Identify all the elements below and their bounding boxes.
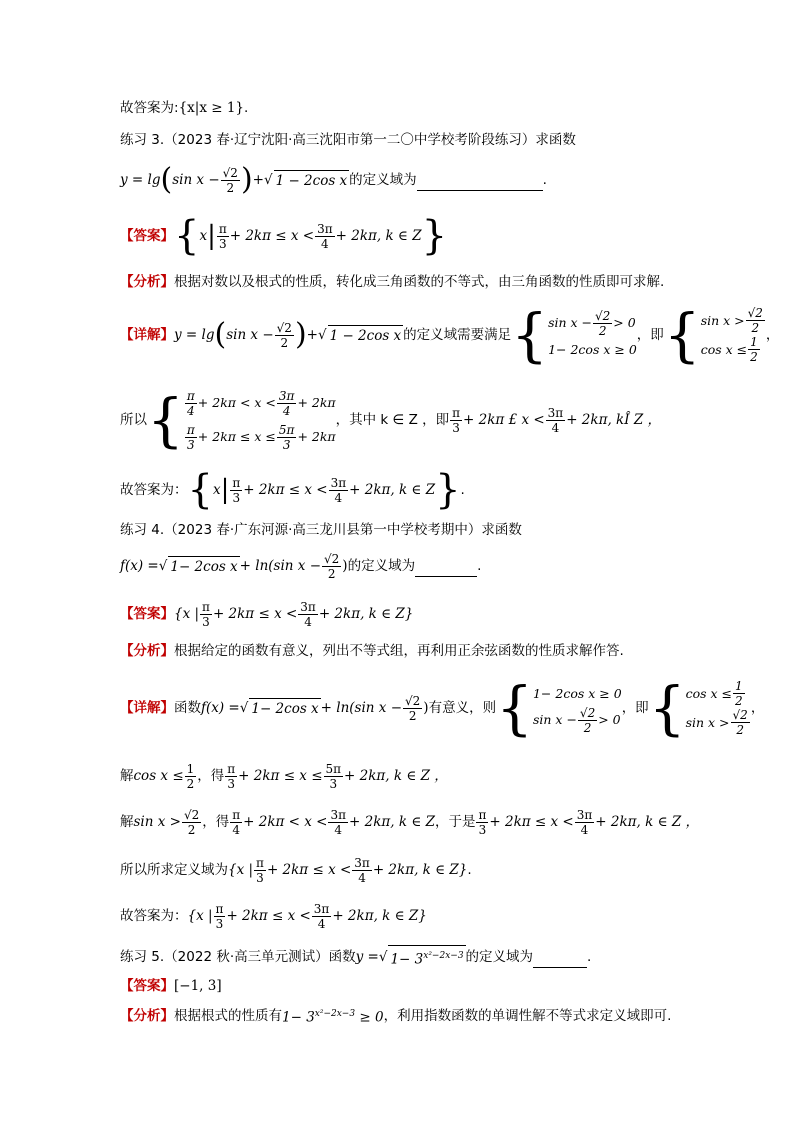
denominator: 2 bbox=[736, 723, 744, 737]
analysis-text: 根据给定的函数有意义，列出不等式组，再利用正余弦函数的性质求解作答. bbox=[174, 643, 624, 659]
sqrt-icon: √ bbox=[378, 949, 388, 966]
numerator: π bbox=[218, 221, 227, 236]
row-text: sin x > bbox=[685, 714, 730, 730]
sqrt-icon: √ bbox=[239, 700, 249, 716]
row-text: cos x ≤ bbox=[685, 685, 733, 701]
answer-tag: 【答案】 bbox=[120, 606, 174, 622]
fraction-sqrt2-over-2 bbox=[731, 708, 750, 737]
numerator: √2 bbox=[324, 551, 340, 566]
sqrt-content: 1− 2cos x bbox=[249, 698, 320, 719]
sqrt-icon: √ bbox=[263, 172, 273, 188]
row-text: sin x > bbox=[700, 312, 745, 328]
row-text: cos x ≤ bbox=[700, 341, 748, 357]
function-word: 函数 bbox=[174, 700, 201, 716]
numerator: 5π bbox=[278, 422, 295, 437]
numerator: 3π bbox=[576, 807, 593, 822]
system-brace: { bbox=[147, 386, 184, 454]
denominator: 2 bbox=[187, 822, 196, 837]
fraction-5pi-over-3 bbox=[277, 423, 297, 452]
inequality-tail: + 2kπ, k ∈ Z bbox=[349, 482, 436, 498]
denominator: 2 bbox=[408, 708, 417, 723]
connector: ，即 bbox=[636, 327, 664, 343]
inequality-tail: + 2kπ, k ∈ Z} bbox=[372, 862, 468, 878]
var-x: x bbox=[199, 228, 208, 244]
fraction-3pi-over-4 bbox=[352, 856, 372, 885]
analysis-tag: 【分析】 bbox=[120, 1007, 174, 1024]
fraction-3pi-over-4 bbox=[329, 476, 349, 505]
inequality: + 2kπ £ x < bbox=[463, 412, 545, 428]
denominator: 2 bbox=[186, 776, 195, 791]
inequality: + 2kπ ≤ x < bbox=[266, 862, 352, 878]
fraction-sqrt2-over-2 bbox=[182, 808, 201, 837]
denominator: 4 bbox=[317, 916, 326, 931]
fraction-pi-over-3 bbox=[476, 808, 488, 837]
answer-blank bbox=[415, 556, 477, 577]
exercise-3-answer bbox=[120, 214, 447, 258]
answer-set: {x|x ≥ 1} bbox=[178, 100, 244, 116]
inequality: + 2kπ ≤ x ≤ bbox=[238, 768, 323, 784]
plus: + bbox=[306, 327, 318, 343]
fraction-sqrt2-over-2 bbox=[403, 694, 422, 723]
row-text: + 2kπ < x < bbox=[197, 395, 276, 410]
denominator: 2 bbox=[735, 694, 743, 708]
denominator: 3 bbox=[232, 490, 241, 505]
system-row bbox=[686, 708, 751, 737]
row-tail: + 2kπ bbox=[297, 395, 336, 410]
fraction-1-over-2 bbox=[733, 679, 745, 708]
system-row: 1− 2cos x ≥ 0 bbox=[532, 685, 622, 701]
row-tail: > 0 bbox=[598, 712, 621, 727]
denominator: 3 bbox=[227, 776, 236, 791]
where-text: ，其中 k ∈ Z ，即 bbox=[335, 412, 450, 428]
numerator: 3π bbox=[547, 405, 564, 420]
comma: ， bbox=[750, 700, 765, 716]
var-x: x bbox=[212, 482, 221, 498]
inequality-system-4 bbox=[533, 682, 622, 735]
fraction-pi-over-3 bbox=[217, 222, 229, 251]
fraction-3pi-over-4 bbox=[312, 902, 332, 931]
inequality-system-5 bbox=[686, 679, 751, 737]
inequality-tail: + 2kπ, k ∈ Z} bbox=[318, 606, 414, 622]
exercise-3-title: 练习 3.（2023 春·辽宁沈阳·高三沈阳市第一二〇中学校考阶段练习）求函数 bbox=[120, 132, 576, 148]
expr-base: 1− 3 bbox=[282, 1009, 315, 1026]
denominator: 4 bbox=[232, 822, 240, 837]
detail-tag: 【详解】 bbox=[120, 700, 174, 716]
therefore-text: 所以所求定义域为 bbox=[120, 862, 228, 878]
set-open: {x | bbox=[228, 862, 254, 878]
period: . bbox=[542, 172, 547, 188]
denominator: 4 bbox=[187, 403, 195, 418]
numerator: 1 bbox=[750, 335, 758, 349]
sqrt-content: 1 − 2cos x bbox=[328, 325, 404, 346]
sin-inequality: sin x > bbox=[133, 814, 181, 830]
numerator: π bbox=[256, 855, 264, 870]
analysis-text: 根据根式的性质有 bbox=[174, 1007, 282, 1024]
fraction-1-over-2 bbox=[748, 335, 760, 364]
period: . bbox=[467, 862, 472, 878]
domain-text: 的定义域为 bbox=[465, 949, 534, 966]
denominator: 3 bbox=[452, 420, 460, 435]
fraction-pi-over-3 bbox=[450, 406, 462, 435]
numerator: 3π bbox=[300, 599, 316, 614]
cos-inequality: cos x ≤ bbox=[133, 768, 184, 784]
ln-term: + ln(sin x − bbox=[320, 700, 403, 716]
inequality: + 2kπ < x < bbox=[243, 814, 328, 830]
fraction-3pi-over-4 bbox=[298, 600, 318, 629]
fraction-3pi-over-4 bbox=[575, 808, 595, 837]
exercise-3-analysis bbox=[120, 272, 664, 292]
answer-interval: [−1, 3] bbox=[174, 978, 222, 994]
paren-close: ) bbox=[342, 558, 348, 574]
plus: + bbox=[252, 172, 264, 188]
set-open: {x | bbox=[174, 606, 200, 622]
paren-open: ( bbox=[214, 317, 227, 352]
system-brace: { bbox=[663, 301, 701, 369]
system-row: 1− 2cos x ≥ 0 bbox=[548, 341, 637, 357]
paren-close: ) bbox=[240, 162, 253, 197]
inequality-tail: + 2kπ, k ∈ Z ， bbox=[595, 814, 700, 830]
analysis-tag: 【分析】 bbox=[120, 643, 174, 659]
answer-line-ex2 bbox=[120, 98, 248, 118]
exercise-3-final bbox=[120, 468, 465, 512]
row-text: sin x − bbox=[532, 712, 577, 727]
numerator: π bbox=[232, 807, 241, 822]
denominator: 3 bbox=[282, 437, 291, 452]
denominator: 2 bbox=[226, 180, 235, 195]
period: . bbox=[587, 949, 592, 966]
connector: ，即 bbox=[621, 700, 649, 716]
bar: | bbox=[220, 475, 230, 505]
inequality: + 2kπ ≤ x < bbox=[243, 482, 328, 498]
fraction-sqrt2-over-2 bbox=[322, 552, 341, 581]
system-row bbox=[686, 679, 751, 708]
fraction-pi-over-3 bbox=[230, 476, 242, 505]
func-prefix: y = lg bbox=[174, 327, 215, 343]
numerator: π bbox=[186, 388, 195, 403]
inequality: + 2kπ ≤ x < bbox=[212, 606, 298, 622]
func-prefix: f(x) = bbox=[201, 700, 240, 716]
numerator: √2 bbox=[183, 807, 200, 822]
domain-text: 的定义域为 bbox=[349, 172, 417, 188]
exercise-4-solve-cos bbox=[120, 758, 448, 794]
denominator: 2 bbox=[280, 335, 289, 350]
numerator: 1 bbox=[186, 761, 195, 776]
system-row bbox=[184, 420, 336, 454]
analysis-expr bbox=[282, 1004, 384, 1028]
expr-ge: ≥ 0 bbox=[359, 1009, 384, 1026]
fraction-pi-over-3 bbox=[225, 762, 237, 791]
brace-close: } bbox=[421, 213, 448, 259]
answer-blank bbox=[417, 170, 543, 191]
row-tail: > 0 bbox=[613, 315, 636, 330]
numerator: 3π bbox=[278, 388, 295, 403]
fraction-sqrt2-over-2 bbox=[275, 321, 294, 350]
exercise-4-analysis bbox=[120, 641, 624, 661]
brace-open: { bbox=[187, 467, 213, 513]
numerator: 1 bbox=[735, 679, 743, 693]
denominator: 4 bbox=[334, 822, 343, 837]
sqrt-content: 1 − 2cos x bbox=[274, 170, 350, 191]
fraction-5pi-over-3 bbox=[324, 762, 344, 791]
inequality: + 2kπ ≤ x < bbox=[229, 228, 315, 244]
brace-open: { bbox=[174, 213, 200, 259]
exercise-4-final bbox=[120, 898, 427, 934]
sqrt-icon: √ bbox=[317, 327, 327, 343]
system-brace: { bbox=[648, 674, 686, 742]
numerator: 3π bbox=[354, 855, 370, 870]
denominator: 2 bbox=[598, 323, 607, 338]
fraction-pi-over-3 bbox=[185, 423, 197, 452]
denominator: 4 bbox=[282, 403, 291, 418]
paren-close: ) bbox=[294, 317, 307, 352]
fraction-sqrt2-over-2 bbox=[593, 309, 612, 338]
system-row bbox=[533, 706, 622, 735]
numerator: π bbox=[478, 807, 487, 822]
inequality-system-3 bbox=[184, 386, 336, 454]
meaning-text: 有意义，则 bbox=[428, 700, 497, 716]
row-text: + 2kπ ≤ x ≤ bbox=[197, 429, 276, 444]
answer-tag: 【答案】 bbox=[120, 228, 174, 244]
denominator: 2 bbox=[327, 566, 336, 581]
denominator: 2 bbox=[750, 350, 758, 364]
numerator: 3π bbox=[313, 901, 330, 916]
answer-tag: 【答案】 bbox=[120, 978, 174, 994]
analysis-text: 根据对数以及根式的性质，转化成三角函数的不等式，由三角函数的性质即可求解. bbox=[174, 274, 665, 290]
sqrt-icon: √ bbox=[158, 558, 168, 574]
denominator: 4 bbox=[358, 870, 366, 885]
condition-text: 的定义域需要满足 bbox=[403, 327, 512, 343]
func-prefix: f(x) = bbox=[120, 558, 159, 574]
fraction-1-over-2 bbox=[185, 762, 197, 791]
get-word: ，得 bbox=[202, 814, 230, 830]
inequality: + 2kπ ≤ x < bbox=[489, 814, 574, 830]
denominator: 4 bbox=[580, 822, 589, 837]
exercise-4-detail bbox=[120, 670, 764, 746]
answer-label: 故答案为： bbox=[120, 908, 188, 924]
paren-close: ) bbox=[423, 700, 429, 716]
domain-text: 的定义域为 bbox=[347, 558, 416, 574]
exercise-4-domain bbox=[120, 852, 472, 888]
analysis-text-tail: ，利用指数函数的单调性解不等式求定义域即可. bbox=[383, 1007, 672, 1024]
numerator: √2 bbox=[405, 693, 421, 708]
inequality-tail: + 2kπ, kÎ Z ， bbox=[566, 412, 662, 428]
exercise-4-title: 练习 4.（2023 春·广东河源·高三龙川县第一中学校考期中）求函数 bbox=[120, 522, 522, 538]
numerator: 3π bbox=[330, 475, 347, 490]
period: . bbox=[460, 482, 465, 498]
answer-label: 故答案为： bbox=[120, 482, 188, 498]
system-row bbox=[701, 335, 766, 364]
answer-blank bbox=[533, 947, 587, 968]
inequality: + 2kπ ≤ x < bbox=[226, 908, 311, 924]
detail-tag: 【详解】 bbox=[120, 327, 174, 343]
inequality-system-2 bbox=[701, 306, 766, 364]
sqrt-content bbox=[388, 945, 465, 970]
denominator: 4 bbox=[551, 420, 560, 435]
numerator: π bbox=[215, 901, 224, 916]
numerator: √2 bbox=[747, 306, 763, 320]
numerator: √2 bbox=[595, 308, 611, 323]
sqrt-content: 1− 2cos x bbox=[168, 556, 239, 577]
denominator: 3 bbox=[256, 870, 264, 885]
solve-word: 解 bbox=[120, 768, 134, 784]
answer-label: 故答案为: bbox=[120, 100, 179, 116]
denominator: 3 bbox=[215, 916, 224, 931]
fraction-sqrt2-over-2 bbox=[746, 306, 765, 335]
fraction-pi-over-4 bbox=[230, 808, 242, 837]
fraction-pi-over-3 bbox=[214, 902, 226, 931]
denominator: 3 bbox=[202, 614, 210, 629]
numerator: 5π bbox=[325, 761, 342, 776]
set-open: {x | bbox=[187, 908, 213, 924]
system-brace: { bbox=[511, 301, 549, 369]
bar: | bbox=[207, 221, 216, 251]
sqrt-base: 1− 3 bbox=[390, 951, 424, 968]
fraction-3pi-over-4 bbox=[328, 808, 348, 837]
inequality-tail: + 2kπ, k ∈ Z ， bbox=[344, 768, 448, 784]
denominator: 2 bbox=[583, 720, 592, 735]
numerator: √2 bbox=[222, 165, 238, 180]
func-prefix: y = bbox=[355, 949, 379, 966]
inequality-tail: + 2kπ, k ∈ Z bbox=[349, 814, 435, 830]
numerator: π bbox=[452, 405, 461, 420]
period: . bbox=[244, 100, 249, 116]
solve-word: 解 bbox=[120, 814, 134, 830]
denominator: 3 bbox=[187, 437, 195, 452]
inequality-system-1 bbox=[548, 309, 637, 362]
hence-word: ，于是 bbox=[434, 814, 476, 830]
fraction-3pi-over-4 bbox=[277, 389, 297, 418]
row-tail: + 2kπ bbox=[297, 429, 336, 444]
numerator: 3π bbox=[330, 807, 347, 822]
inequality-tail: + 2kπ, k ∈ Z} bbox=[332, 908, 427, 924]
analysis-tag: 【分析】 bbox=[120, 274, 174, 290]
exercise-3-function bbox=[120, 158, 547, 202]
numerator: π bbox=[202, 599, 210, 614]
exercise-4-solve-sin bbox=[120, 804, 699, 840]
paren-open: ( bbox=[160, 162, 173, 197]
denominator: 4 bbox=[334, 490, 343, 505]
exercise-5-answer bbox=[120, 976, 222, 996]
period: . bbox=[477, 558, 482, 574]
denominator: 2 bbox=[751, 321, 760, 335]
exercise-5-analysis bbox=[120, 1004, 671, 1028]
inequality-tail: + 2kπ, k ∈ Z bbox=[335, 228, 422, 244]
numerator: π bbox=[232, 475, 241, 490]
sin-term: sin x − bbox=[172, 172, 220, 188]
exercise-3-result bbox=[120, 382, 661, 458]
fraction-sqrt2-over-2 bbox=[578, 706, 597, 735]
brace-close: } bbox=[435, 467, 461, 513]
row-text: sin x − bbox=[548, 315, 593, 330]
fraction-3pi-over-4 bbox=[546, 406, 566, 435]
system-row bbox=[701, 306, 766, 335]
comma: ， bbox=[765, 327, 780, 343]
exponent: x²−2x−3 bbox=[314, 1009, 356, 1019]
denominator: 3 bbox=[218, 236, 227, 251]
denominator: 4 bbox=[304, 614, 312, 629]
exercise-4-function bbox=[120, 546, 481, 586]
get-word: ，得 bbox=[197, 768, 225, 784]
exercise-5-title bbox=[120, 945, 591, 970]
func-prefix: y = lg bbox=[120, 172, 161, 188]
fraction-pi-over-4 bbox=[185, 389, 197, 418]
denominator: 3 bbox=[478, 822, 487, 837]
exercise-4-answer bbox=[120, 596, 413, 632]
numerator: π bbox=[227, 761, 236, 776]
numerator: √2 bbox=[732, 708, 748, 722]
fraction-pi-over-3 bbox=[200, 600, 212, 629]
numerator: √2 bbox=[579, 705, 596, 720]
denominator: 4 bbox=[321, 236, 329, 251]
denominator: 3 bbox=[329, 776, 338, 791]
therefore-text: 所以 bbox=[120, 412, 147, 428]
system-row bbox=[184, 386, 336, 420]
numerator: √2 bbox=[276, 320, 292, 335]
fraction-sqrt2-over-2 bbox=[221, 166, 240, 195]
ln-term: + ln(sin x − bbox=[239, 558, 322, 574]
system-brace: { bbox=[496, 674, 533, 742]
fraction-3pi-over-4 bbox=[315, 222, 335, 251]
sin-term: sin x − bbox=[226, 327, 274, 343]
exponent: x²−2x−3 bbox=[423, 951, 464, 961]
title-text: 练习 5.（2022 秋·高三单元测试）函数 bbox=[120, 949, 356, 966]
exercise-3-detail bbox=[120, 300, 779, 370]
fraction-pi-over-3 bbox=[254, 856, 266, 885]
numerator: 3π bbox=[317, 221, 333, 236]
system-row bbox=[548, 309, 637, 338]
numerator: π bbox=[186, 422, 195, 437]
